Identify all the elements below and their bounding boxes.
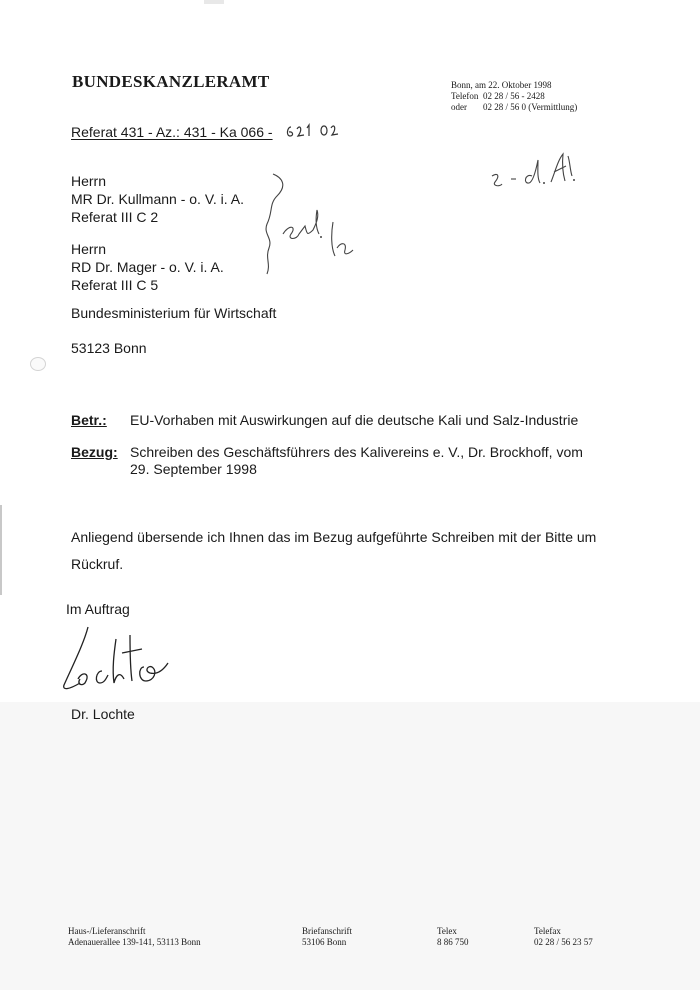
footer-telex <box>437 926 469 948</box>
closing-phrase: Im Auftrag <box>66 601 130 617</box>
recipient-unit: Referat III C 5 <box>71 277 159 293</box>
alt-phone-number: 02 28 / 56 0 (Vermittlung) <box>483 102 578 112</box>
body-line-1: Anliegend übersende ich Ihnen das im Bezug aufgeführte Schreiben mit der Bitte um <box>71 529 597 545</box>
footer-mail-label: Briefanschrift <box>302 926 352 936</box>
recipient-name: RD Dr. Mager - o. V. i. A. <box>71 259 224 275</box>
reference-label: Bezug: <box>71 444 118 460</box>
reference-text-line-2: 29. September 1998 <box>130 461 257 477</box>
footer-address-label: Haus-/Lieferanschrift <box>68 926 146 936</box>
recipient-unit: Referat III C 2 <box>71 209 159 225</box>
reference-line: Referat 431 - Az.: 431 - Ka 066 - <box>71 124 273 140</box>
organization-name: BUNDESKANZLERAMT <box>72 72 270 91</box>
subject-label: Betr.: <box>71 412 107 428</box>
letter-meta <box>451 80 577 113</box>
alt-phone-label: oder <box>451 102 467 112</box>
footer-address <box>68 926 201 948</box>
letter-body <box>71 524 616 578</box>
signer-name: Dr. Lochte <box>71 706 135 722</box>
footer-mail <box>302 926 352 948</box>
scan-artifact <box>204 0 224 4</box>
reference-text <box>130 444 610 478</box>
alt-phone-row <box>451 102 577 113</box>
city-line: 53123 Bonn <box>71 340 147 356</box>
reference-text-line-1: Schreiben des Geschäftsführers des Kalivereins e. V., Dr. Brockhoff, vom <box>130 444 583 460</box>
footer-telex-value: 8 86 750 <box>437 937 469 947</box>
ministry-name: Bundesministerium für Wirtschaft <box>71 305 277 321</box>
footer-fax-value: 02 28 / 56 23 57 <box>534 937 593 947</box>
footer-fax-label: Telefax <box>534 926 561 936</box>
footer-mail-value: 53106 Bonn <box>302 937 347 947</box>
recipient-title: Herrn <box>71 241 107 257</box>
body-line-2: Rückruf. <box>71 556 124 572</box>
footer-telex-label: Telex <box>437 926 457 936</box>
phone-label: Telefon <box>451 91 479 101</box>
handwritten-reference-number <box>283 121 347 141</box>
phone-row <box>451 91 577 102</box>
subject-text: EU-Vorhaben mit Auswirkungen auf die deutsche Kali und Salz-Industrie <box>130 412 579 428</box>
handwritten-annotation-bracket <box>253 168 363 278</box>
punch-hole-mark <box>30 357 46 371</box>
recipient-block-1 <box>71 172 244 226</box>
signature <box>58 623 173 695</box>
footer-address-value: Adenauerallee 139-141, 53113 Bonn <box>68 937 201 947</box>
recipient-name: MR Dr. Kullmann - o. V. i. A. <box>71 191 244 207</box>
scan-edge-artifact <box>0 505 2 595</box>
letter-date: Bonn, am 22. Oktober 1998 <box>451 80 552 90</box>
footer-fax <box>534 926 593 948</box>
handwritten-initials-top <box>478 146 578 196</box>
phone-number: 02 28 / 56 - 2428 <box>483 91 545 101</box>
recipient-block-2 <box>71 240 224 294</box>
recipient-title: Herrn <box>71 173 107 189</box>
